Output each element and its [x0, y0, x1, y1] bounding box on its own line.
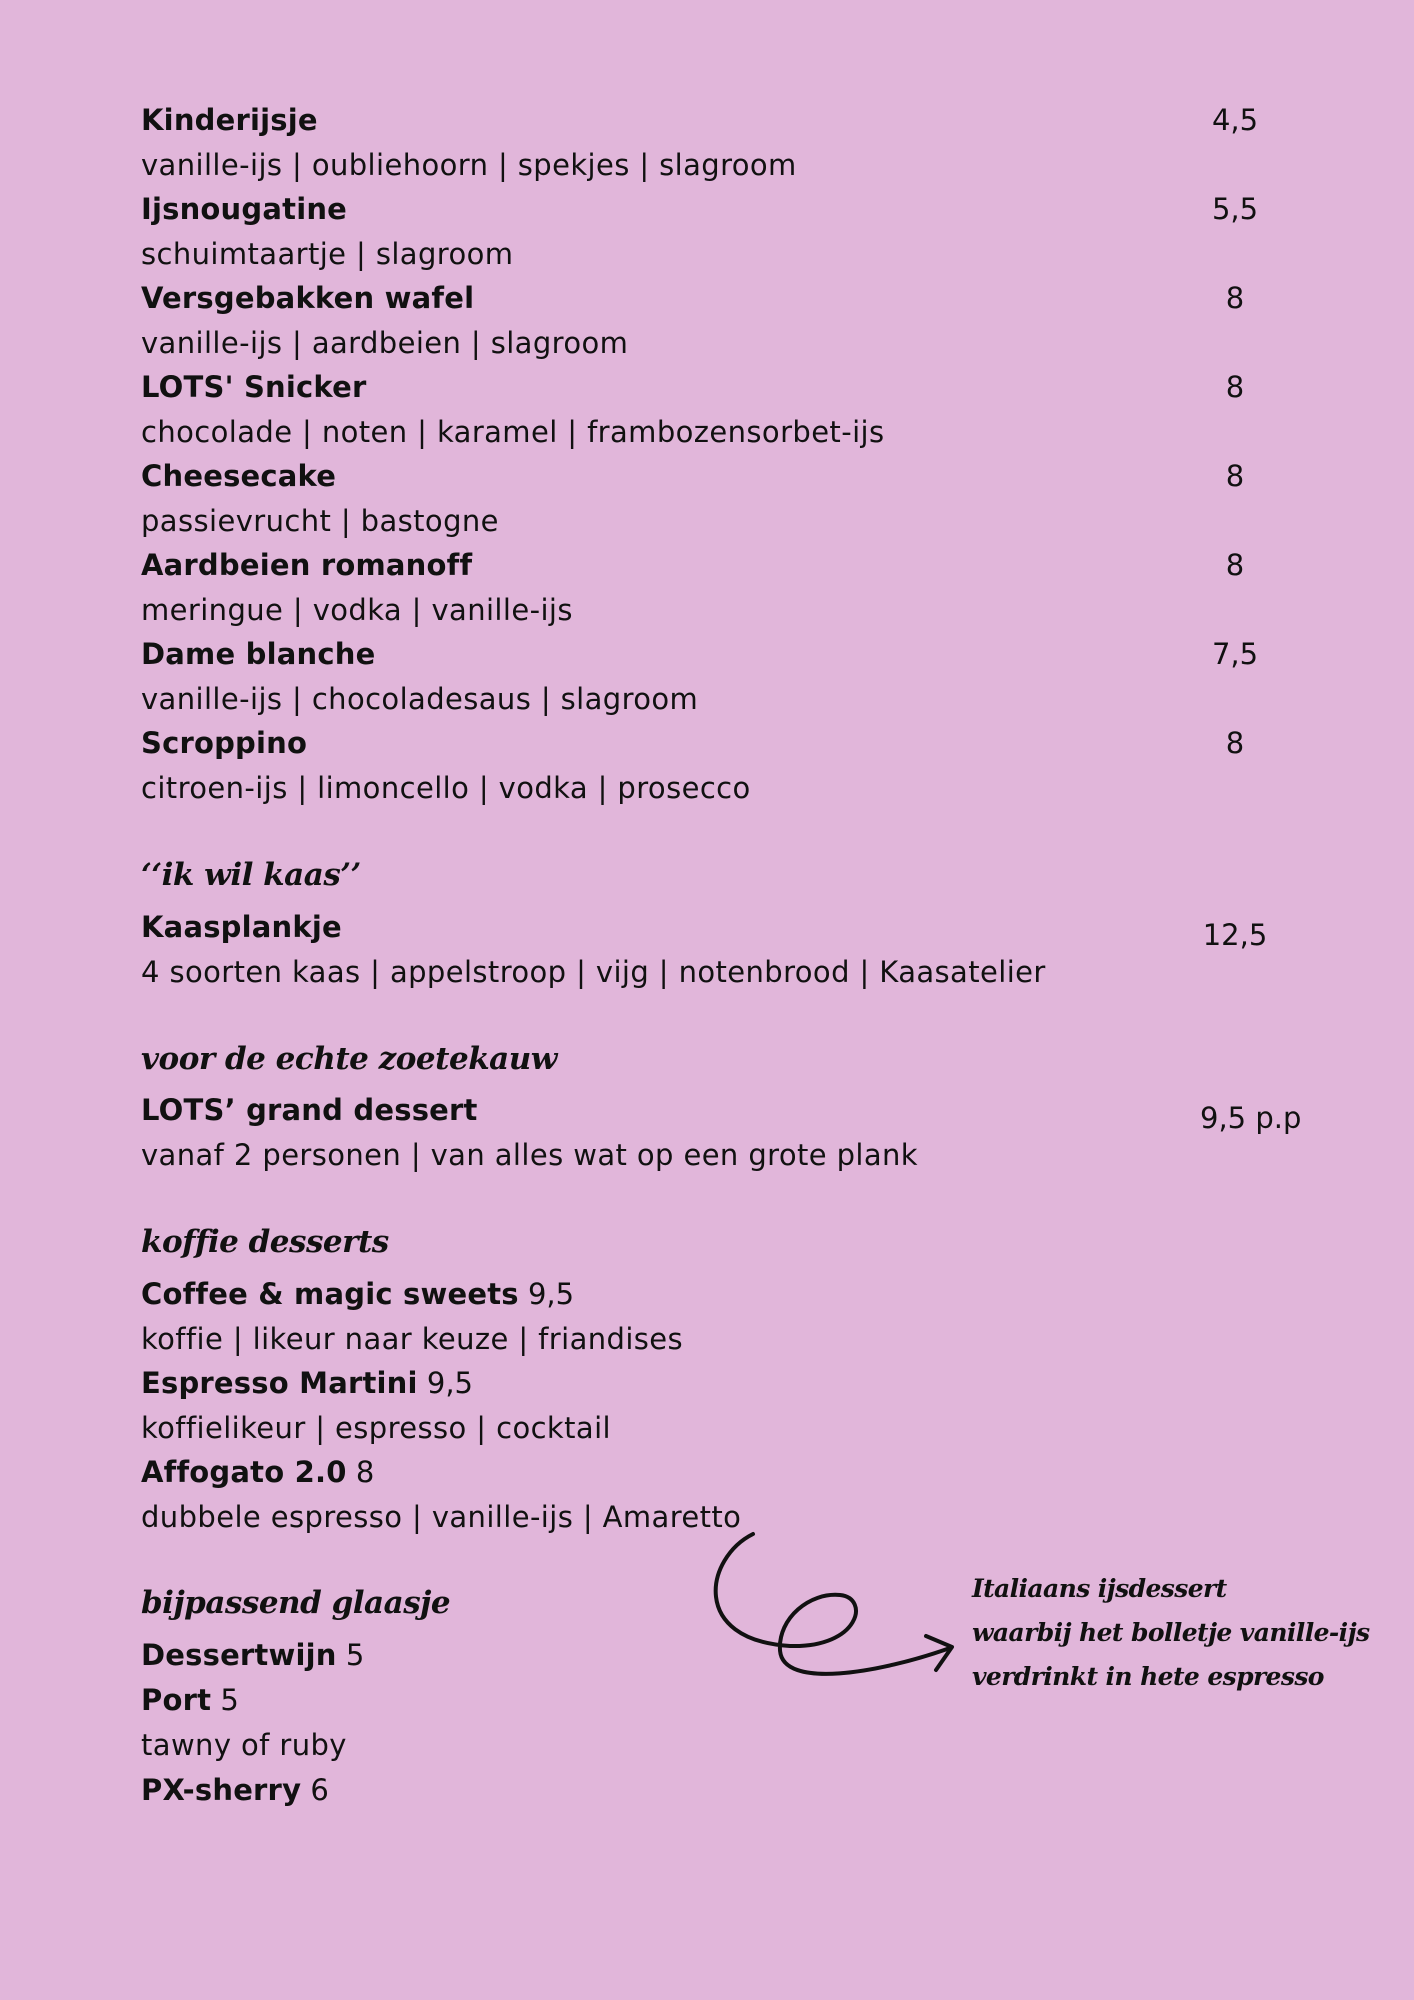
glaasje-item-name: Dessertwijn [141, 1638, 337, 1672]
dessert-price-dame-blanche: 7,5 [1211, 637, 1259, 671]
dessert-price-wafel: 8 [1225, 281, 1245, 315]
dessert-name-dame-blanche: Dame blanche [141, 637, 376, 671]
dessert-description-romanoff: meringue | vodka | vanille-ijs [141, 593, 573, 627]
koffie-item-name: Affogato 2.0 [141, 1455, 347, 1489]
glaasje-item-name: Port [141, 1683, 212, 1717]
kaasplankje-price: 12,5 [1202, 918, 1268, 952]
dessert-name-cheesecake: Cheesecake [141, 459, 337, 493]
dessert-price-scroppino: 8 [1225, 726, 1245, 760]
dessert-description-dame-blanche: vanille-ijs | chocoladesaus | slagroom [141, 682, 699, 716]
port-note: tawny of ruby [141, 1728, 347, 1762]
glaasje-item-dessertwijn [141, 1637, 364, 1673]
dessert-description-scroppino: citroen-ijs | limoncello | vodka | prosecco [141, 771, 751, 805]
dessert-price-kinderijsje: 4,5 [1211, 103, 1259, 137]
glaasje-item-price: 5 [345, 1638, 365, 1672]
glaasje-item-port [141, 1682, 239, 1718]
kaasplankje-name: Kaasplankje [141, 910, 342, 944]
koffie-item-price: 9,5 [527, 1277, 575, 1311]
section-heading-zoetekauw: voor de echte zoetekauw [141, 1041, 557, 1077]
dessert-name-ijsnougatine: Ijsnougatine [141, 192, 348, 226]
section-heading-kaas: ‘‘ik wil kaas’’ [141, 857, 361, 893]
koffie-item-name: Espresso Martini [141, 1366, 418, 1400]
dessert-name-romanoff: Aardbeien romanoff [141, 548, 473, 582]
grand-dessert-name: LOTS’ grand dessert [141, 1093, 478, 1127]
dessert-name-wafel: Versgebakken wafel [141, 281, 475, 315]
glaasje-item-price: 5 [220, 1683, 239, 1717]
dessert-description-snicker: chocolade | noten | karamel | frambozensorbet-ijs [141, 415, 885, 449]
dessert-description-cheesecake: passievrucht | bastogne [141, 504, 499, 538]
glaasje-item-price: 6 [310, 1773, 329, 1807]
koffie-item-price: 8 [355, 1455, 375, 1489]
curly-arrow-icon [700, 1528, 970, 1698]
section-heading-koffie: koffie desserts [141, 1224, 389, 1260]
koffie-item-coffee-magic-sweets [141, 1276, 574, 1312]
dessert-price-cheesecake: 8 [1225, 459, 1245, 493]
koffie-item-description: koffielikeur | espresso | cocktail [141, 1411, 611, 1445]
koffie-item-description: koffie | likeur naar keuze | friandises [141, 1322, 684, 1356]
koffie-item-price: 9,5 [426, 1366, 474, 1400]
glaasje-item-px-sherry [141, 1772, 329, 1808]
dessert-description-ijsnougatine: schuimtaartje | slagroom [141, 237, 514, 271]
affogato-note [972, 1567, 1402, 1699]
dessert-price-snicker: 8 [1225, 370, 1245, 404]
section-heading-glaasje: bijpassend glaasje [141, 1585, 451, 1621]
dessert-description-wafel: vanille-ijs | aardbeien | slagroom [141, 326, 629, 360]
koffie-item-name: Coffee & magic sweets [141, 1277, 519, 1311]
dessert-name-snicker: LOTS' Snicker [141, 370, 367, 404]
grand-dessert-description: vanaf 2 personen | van alles wat op een grote plank [141, 1138, 919, 1172]
grand-dessert-price: 9,5 p.p [1200, 1101, 1302, 1135]
dessert-price-ijsnougatine: 5,5 [1211, 192, 1259, 226]
dessert-name-scroppino: Scroppino [141, 726, 308, 760]
glaasje-item-name: PX-sherry [141, 1773, 302, 1807]
dessert-name-kinderijsje: Kinderijsje [141, 103, 318, 137]
koffie-item-description: dubbele espresso | vanille-ijs | Amaretto [141, 1500, 742, 1534]
koffie-item-espresso-martini [141, 1365, 473, 1401]
affogato-note-line: verdrinkt in hete espresso [972, 1662, 1324, 1691]
kaasplankje-description: 4 soorten kaas | appelstroop | vijg | notenbrood | Kaasatelier [141, 955, 1046, 989]
affogato-note-line: Italiaans ijsdessert [972, 1574, 1227, 1603]
affogato-note-line: waarbij het bolletje vanille-ijs [972, 1618, 1370, 1647]
dessert-description-kinderijsje: vanille-ijs | oubliehoorn | spekjes | slagroom [141, 148, 797, 182]
koffie-item-affogato [141, 1454, 374, 1490]
dessert-price-romanoff: 8 [1225, 548, 1245, 582]
